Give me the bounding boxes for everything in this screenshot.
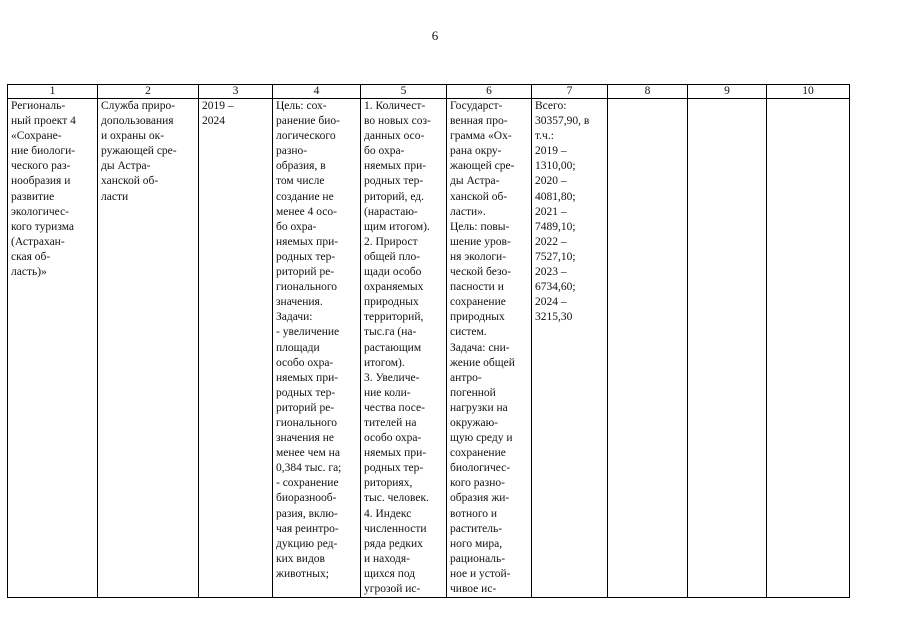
table-row xyxy=(8,99,850,598)
header-row xyxy=(8,85,850,99)
goals-tasks-cell: Цель: сох- ранение био- логического разно- образия, в том числе создание не менее 4 осо- бо охра- няемых при- родных тер- риторий ре- гионального значения. Задачи: - увеличение площади особо охра- няемых при- родных тер- риторий ре- гионального значения не менее чем на 0,384 тыс. га; - сохранение биоразнооб- разия, вклю- чая реинтро- дукцию ред- ких видов животных; xyxy=(273,99,361,598)
column-header-1: 1 xyxy=(8,85,98,99)
responsible-agency-cell: Служба приро- допользования и охраны ок- ружающей сре- ды Астра- ханской об- ласти xyxy=(98,99,199,598)
indicators-cell: 1. Количест- во новых соз- данных осо- бо охра- няемых при- родных тер- риторий, ед. (нарастаю- щим итогом). 2. Прирост общей пло- щади особо охраняемых природных территорий, тыс.га (на- растающим итогом). 3. Увеличе- ние коли- чества посе- тителей на особо охра- няемых при- родных тер- риториях, тыс. человек. 4. Индекс численности ряда редких и находя- щихся под угрозой ис- xyxy=(361,99,447,598)
column-header-7: 7 xyxy=(532,85,608,99)
document-table xyxy=(7,84,850,598)
column-header-3: 3 xyxy=(199,85,273,99)
empty-cell-8 xyxy=(608,99,688,598)
column-header-4: 4 xyxy=(273,85,361,99)
column-header-6: 6 xyxy=(447,85,532,99)
column-header-5: 5 xyxy=(361,85,447,99)
funding-cell: Всего: 30357,90, в т.ч.: 2019 – 1310,00; 2020 – 4081,80; 2021 – 7489,10; 2022 – 7527,10; 2023 – 6734,60; 2024 – 3215,30 xyxy=(532,99,608,598)
empty-cell-9 xyxy=(688,99,767,598)
column-header-2: 2 xyxy=(98,85,199,99)
column-header-10: 10 xyxy=(767,85,850,99)
page-number: 6 xyxy=(431,28,439,43)
column-header-8: 8 xyxy=(608,85,688,99)
column-header-9: 9 xyxy=(688,85,767,99)
empty-cell-10 xyxy=(767,99,850,598)
period-cell: 2019 – 2024 xyxy=(199,99,273,598)
state-program-cell: Государст- венная про- грамма «Ох- рана окру- жающей сре- ды Астра- ханской об- ласти». Цель: повы- шение уров- ня экологи- ческой безо- пасности и сохранение природных систем. Задача: сни- жение общей антро- погенной нагрузки на окружаю- щую среду и сохранение биологичес- кого разно- образия жи- вотного и раститель- ного мира, рациональ- ное и устой- чивое ис- xyxy=(447,99,532,598)
project-name-cell: Региональ- ный проект 4 «Сохране- ние биологи- ческого раз- нообразия и развитие экологичес- кого туризма (Астрахан- ская об- ласть)» xyxy=(8,99,98,598)
